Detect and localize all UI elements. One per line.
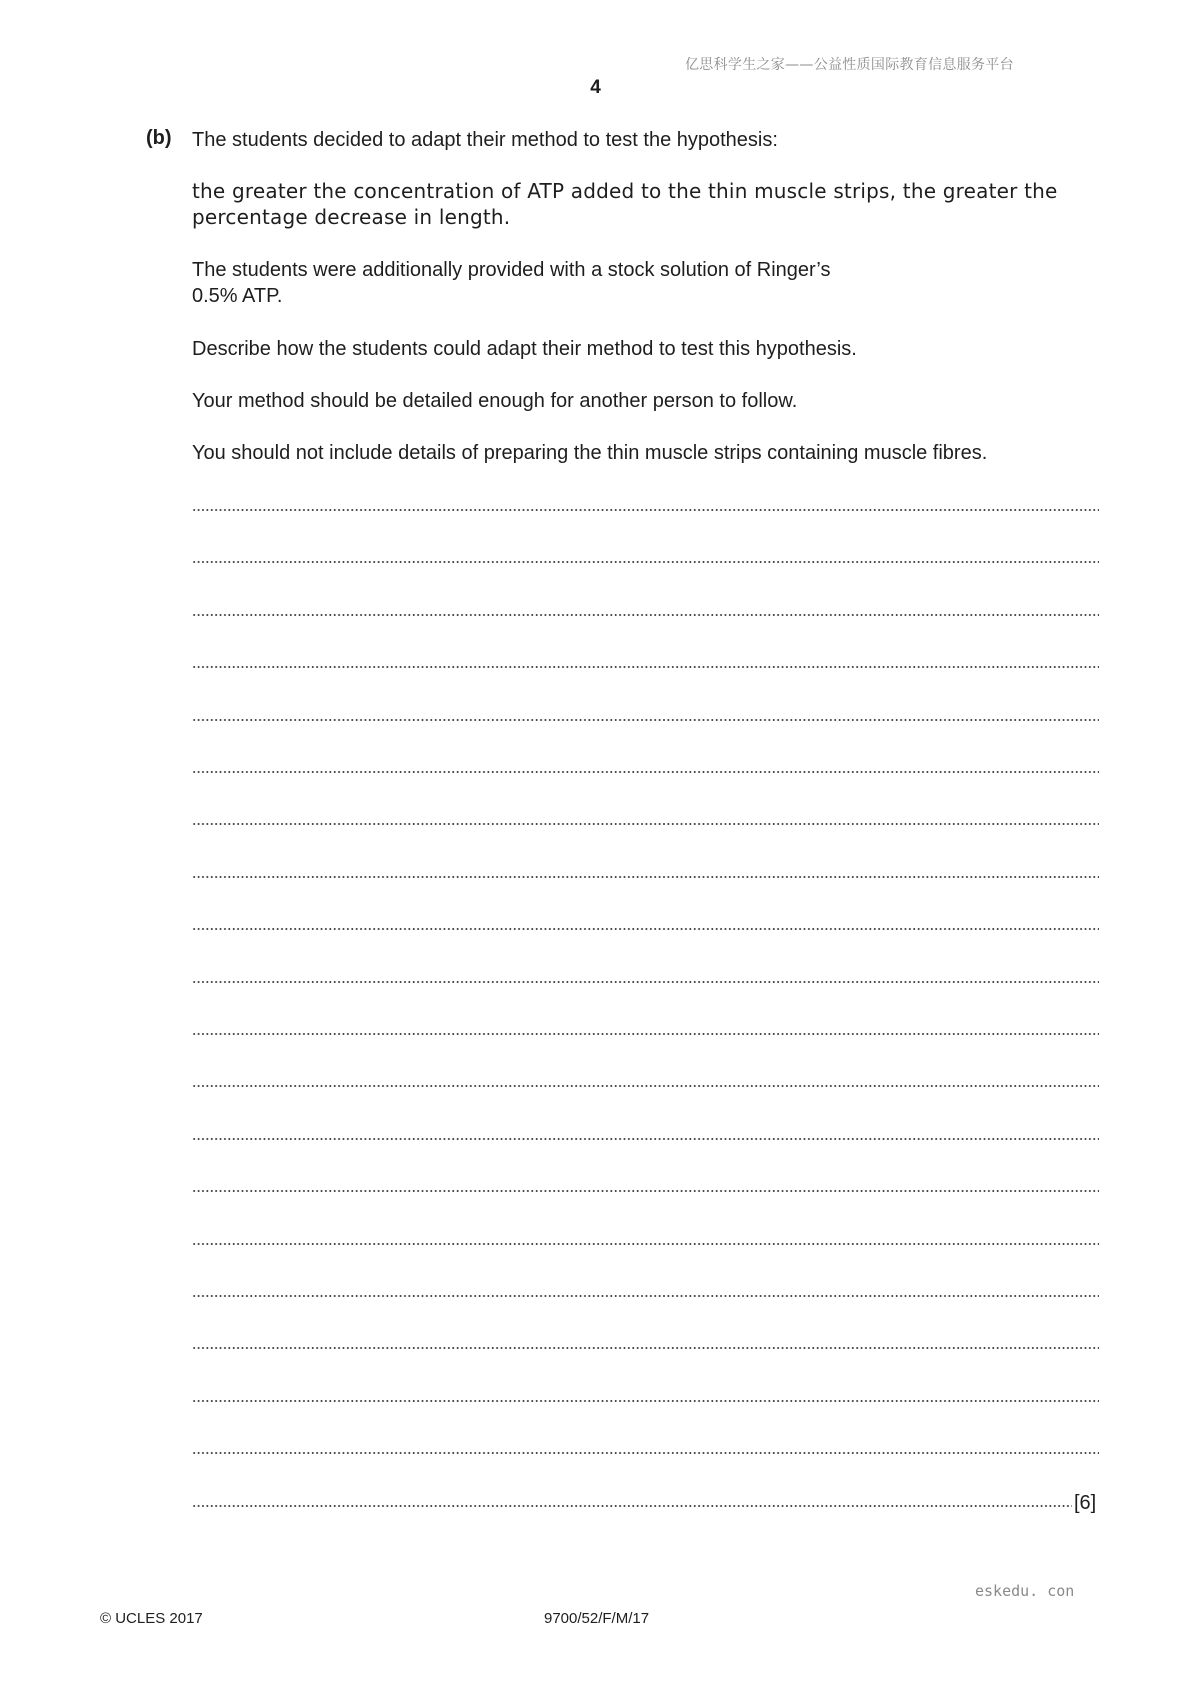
question-intro: The students decided to adapt their method to test the hypothesis: [192,129,778,151]
footer-copyright: © UCLES 2017 [100,1610,203,1627]
provided-line-2: 0.5% ATP. [192,285,283,307]
answer-line[interactable] [192,1347,1099,1349]
answer-line[interactable] [192,561,1099,563]
answer-line[interactable] [192,981,1099,983]
answer-line[interactable] [192,614,1099,616]
answer-line[interactable] [192,509,1099,511]
answer-line[interactable] [192,928,1099,930]
answer-line[interactable] [192,1138,1099,1140]
footer-watermark: eskedu. con [975,1582,1075,1600]
answer-line[interactable] [192,1190,1099,1192]
hypothesis-line-2: percentage decrease in length. [192,205,511,229]
answer-line[interactable] [192,1452,1099,1454]
answer-line[interactable] [192,1400,1099,1402]
header-watermark: 亿思科学生之家——公益性质国际教育信息服务平台 [685,57,1014,73]
answer-line[interactable] [192,666,1099,668]
answer-line[interactable] [192,1085,1099,1087]
answer-line[interactable] [192,823,1099,825]
answer-line[interactable] [192,719,1099,721]
provided-line-1: The students were additionally provided with a stock solution of Ringer’s [192,259,831,281]
hypothesis-line-1: the greater the concentration of ATP added to the thin muscle strips, the greater the [192,179,1058,203]
footer-paper-code: 9700/52/F/M/17 [544,1610,650,1627]
answer-line[interactable] [192,771,1099,773]
answer-line[interactable] [192,876,1099,878]
answer-line[interactable] [192,1033,1099,1035]
instruction-detail: Your method should be detailed enough for another person to follow. [192,390,798,412]
instruction-exclude: You should not include details of preparing the thin muscle strips containing muscle fibres. [192,442,988,464]
page-number: 4 [590,77,601,98]
marks-allocation: [6] [1074,1492,1097,1514]
question-part-label: (b) [146,127,172,149]
answer-line[interactable] [192,1505,1072,1507]
provided-solution-text [192,257,831,309]
hypothesis-statement [192,178,1122,230]
instruction-describe: Describe how the students could adapt their method to test this hypothesis. [192,338,857,360]
answer-line[interactable] [192,1295,1099,1297]
answer-line[interactable] [192,1243,1099,1245]
